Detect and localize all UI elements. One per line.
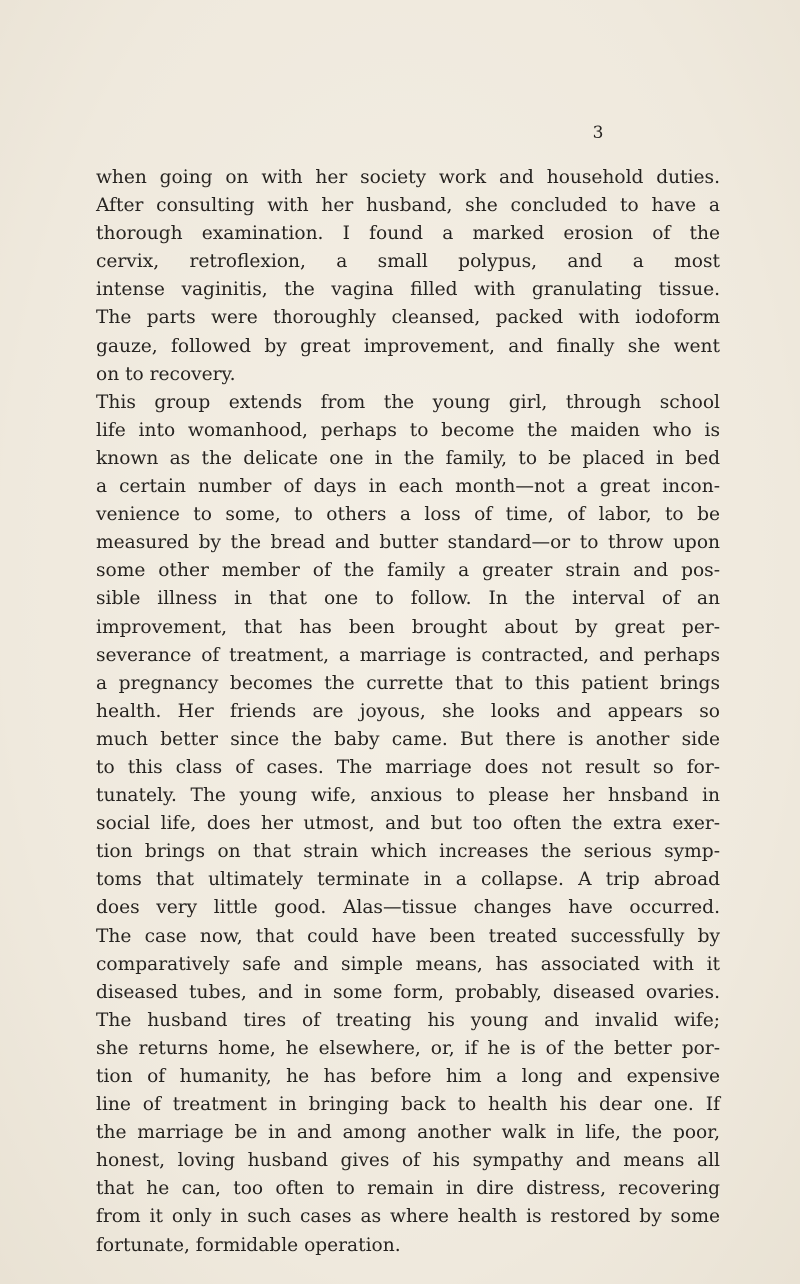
text-line: improvement, that has been brought about by great per- bbox=[96, 616, 720, 638]
text-line: The case now, that could have been treated successfully by bbox=[96, 925, 720, 947]
text-line: cervix, retroflexion, a small polypus, and a most bbox=[96, 251, 720, 273]
text-line: tion brings on that strain which increases the serious symp- bbox=[96, 841, 720, 863]
text-line: line of treatment in bringing back to health his dear one. If bbox=[96, 1094, 720, 1116]
text-line: diseased tubes, and in some form, probably, diseased ovaries. bbox=[96, 981, 720, 1003]
text-line: The parts were thoroughly cleansed, packed with iodoform bbox=[96, 307, 720, 329]
text-line: intense vaginitis, the vagina filled with granulating tissue. bbox=[96, 279, 720, 301]
page-number: 3 bbox=[592, 123, 604, 143]
text-line: to this class of cases. The marriage does not result so for- bbox=[96, 756, 720, 778]
text-line: a pregnancy becomes the currette that to this patient brings bbox=[96, 672, 720, 694]
text-line: The husband tires of treating his young and invalid wife; bbox=[96, 1009, 720, 1031]
text-line: life into womanhood, perhaps to become the maiden who is bbox=[96, 419, 720, 441]
text-line: fortunate, formidable operation. bbox=[96, 1234, 401, 1256]
text-line: severance of treatment, a marriage is contracted, and perhaps bbox=[96, 644, 720, 666]
text-line: gauze, followed by great improvement, and finally she went bbox=[96, 335, 720, 357]
text-line: a certain number of days in each month—not a great incon- bbox=[96, 476, 720, 498]
text-line: comparatively safe and simple means, has associated with it bbox=[96, 953, 720, 975]
text-line: when going on with her society work and household duties. bbox=[96, 167, 720, 188]
text-line: After consulting with her husband, she concluded to have a bbox=[96, 195, 720, 217]
text-line: on to recovery. bbox=[96, 363, 236, 385]
text-line: some other member of the family a greater strain and pos- bbox=[96, 560, 720, 582]
text-line: much better since the baby came. But there is another side bbox=[96, 728, 720, 750]
text-line: tion of humanity, he has before him a long and expensive bbox=[96, 1066, 720, 1087]
text-line: that he can, too often to remain in dire distress, recovering bbox=[96, 1178, 720, 1200]
text-line: This group extends from the young girl, through school bbox=[96, 391, 720, 413]
text-line: known as the delicate one in the family, to be placed in bed bbox=[96, 447, 720, 469]
text-line: from it only in such cases as where health is restored by some bbox=[96, 1206, 720, 1228]
text-line: the marriage be in and among another walk in life, the poor, bbox=[96, 1122, 720, 1144]
text-line: measured by the bread and butter standard—or to throw upon bbox=[96, 532, 720, 554]
text-line: sible illness in that one to follow. In the interval of an bbox=[96, 588, 720, 610]
text-line: does very little good. Alas—tissue changes have occurred. bbox=[96, 897, 720, 919]
text-line: she returns home, he elsewhere, or, if he is of the better por- bbox=[96, 1037, 720, 1059]
body-text bbox=[96, 164, 720, 1260]
text-line: health. Her friends are joyous, she looks and appears so bbox=[96, 700, 720, 722]
text-line: toms that ultimately terminate in a collapse. A trip abroad bbox=[96, 869, 720, 891]
text-line: honest, loving husband gives of his sympathy and means all bbox=[96, 1150, 720, 1172]
text-line: venience to some, to others a loss of time, of labor, to be bbox=[96, 504, 720, 526]
text-line: tunately. The young wife, anxious to please her hnsband in bbox=[96, 785, 720, 807]
text-line: thorough examination. I found a marked erosion of the bbox=[96, 223, 720, 245]
text-line: social life, does her utmost, and but too often the extra exer- bbox=[96, 813, 720, 835]
